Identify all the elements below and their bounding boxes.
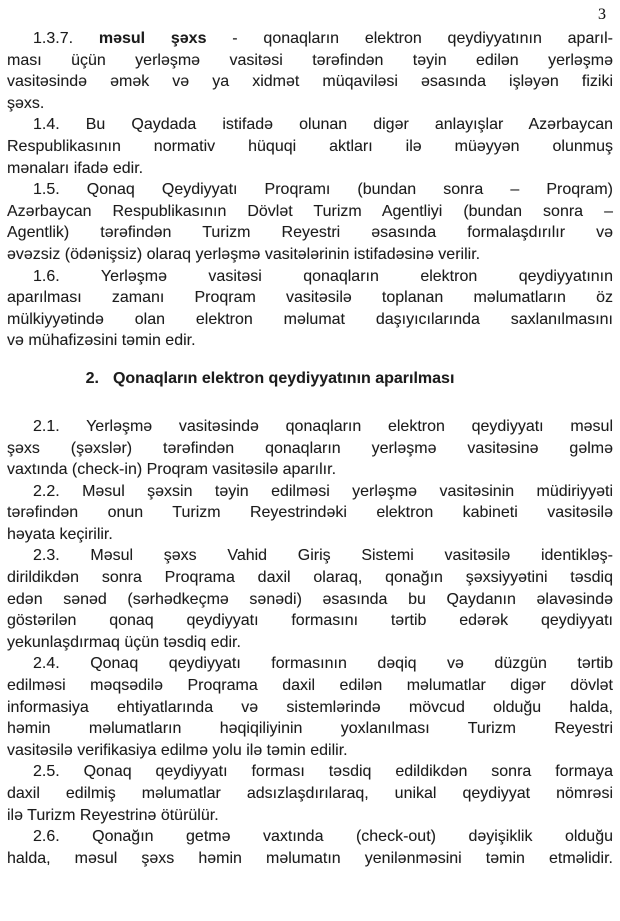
- text-line: 2.5. Qonaq qeydiyyatı forması təsdiq edildikdən sonra formaya: [33, 763, 613, 781]
- text-line: 1.6. Yerləşmə vasitəsi qonaqların elektron qeydiyyatının: [33, 267, 613, 285]
- text-line: 2.3. Məsul şəxs Vahid Giriş Sistemi vasitəsilə identikləş-: [33, 547, 613, 565]
- text-line: Agentlik) tərəfindən Turizm Reyestri əsasında formalaşdırılır və: [7, 224, 613, 242]
- paragraph-2-3: [7, 545, 613, 653]
- text-line: göstərilən qonaq qeydiyyatı formasını tərtib edərək qeydiyyatı: [7, 612, 613, 630]
- paragraph-2-2: [7, 481, 613, 546]
- section-2-heading: [0, 368, 573, 390]
- text-line: Respublikasının normativ hüquqi aktları ilə müəyyən olunmuş: [7, 137, 613, 155]
- paragraph-1-4: [7, 114, 613, 179]
- text-line: 2.1. Yerləşmə vasitəsində qonaqların elektron qeydiyyatı məsul: [33, 417, 613, 435]
- paragraph-1-3-7: [7, 28, 613, 114]
- paragraph-2-1: [7, 416, 613, 481]
- text-line: həmin məlumatların həqiqiliyinin yoxlanılması Turizm Reyestri: [7, 720, 613, 738]
- text-line: 2.4. Qonaq qeydiyyatı formasının dəqiq və düzgün tərtib: [33, 655, 613, 673]
- text-line: əvəzsiz (ödənişsiz) olaraq yerləşmə vasitələrinin istifadəsinə verilir.: [7, 245, 481, 263]
- text-line: daxil edilmiş məlumatlar adsızlaşdırılaraq, unikal qeydiyyat nömrəsi: [7, 785, 613, 802]
- text-line: və mühafizəsini təmin edir.: [7, 332, 196, 350]
- text-line: yekunlaşdırmaq üçün təsdiq edir.: [7, 633, 241, 651]
- text-line: tərəfindən onun Turizm Reyestrindəki elektron kabineti vasitəsilə: [7, 504, 613, 522]
- text-line: halda, məsul şəxs həmin məlumatın yenilənməsini təmin etməlidir.: [7, 849, 613, 867]
- text-line: edilməsi məqsədilə Proqrama daxil edilən məlumatlar digər dövlət: [7, 677, 613, 695]
- text-run: - qonaqların elektron qeydiyyatının aparıl-: [206, 30, 613, 47]
- text-line: ilə Turizm Reyestrinə ötürülür.: [7, 806, 219, 824]
- clause-number: 1.3.7.: [33, 30, 99, 47]
- text-line: vasitəsində əmək və ya xidmət müqaviləsi əsasında işləyən fiziki: [7, 73, 613, 91]
- text-line: ması üçün yerləşmə vasitəsi tərəfindən təyin edilən yerləşmə: [7, 51, 613, 69]
- text-line: mənaları ifadə edir.: [7, 159, 144, 177]
- text-line: mülkiyyətində olan elektron məlumat daşıyıcılarında saxlanılmasını: [7, 310, 613, 328]
- text-line: informasiya ehtiyatlarında və sistemlərində mövcud olduğu halda,: [7, 698, 613, 716]
- section-title: Qonaqların elektron qeydiyyatının aparılması: [112, 369, 455, 387]
- section-number: 2.: [85, 369, 99, 387]
- text-line: [7, 28, 613, 50]
- document-body: [7, 28, 613, 869]
- page-number: 3: [598, 6, 606, 23]
- paragraph-2-5: [7, 761, 613, 826]
- paragraph-2-4: [7, 653, 613, 761]
- text-line: aparılması zamanı Proqram vasitəsilə toplanan məlumatların öz: [7, 289, 613, 307]
- paragraph-2-6: [7, 826, 613, 869]
- text-line: 2.6. Qonağın getmə vaxtında (check-out) dəyişiklik olduğu: [33, 828, 613, 846]
- bold-term-mesul-sexs: məsul şəxs: [98, 30, 207, 47]
- text-line: şəxs (şəxslər) tərəfindən qonaqların yerləşmə vasitəsinə gəlmə: [7, 439, 613, 457]
- paragraph-1-5: [7, 179, 613, 265]
- text-line: 2.2. Məsul şəxsin təyin edilməsi yerləşmə vasitəsinin müdiriyyəti: [33, 482, 613, 500]
- text-line: Azərbaycan Respublikasının Dövlət Turizm Agentliyi (bundan sonra –: [7, 202, 613, 220]
- text-line: dirildikdən sonra Proqrama daxil olaraq, qonağın şəxsiyyətini təsdiq: [7, 569, 613, 587]
- text-line: vaxtında (check-in) Proqram vasitəsilə aparılır.: [7, 461, 337, 479]
- text-line: edən sənəd (sərhədkeçmə sənədi) əsasında bu Qaydanın əlavəsində: [7, 590, 613, 608]
- text-line: şəxs.: [7, 94, 45, 112]
- text-line: 1.4. Bu Qaydada istifadə olunan digər anlayışlar Azərbaycan: [33, 116, 613, 134]
- text-line: 1.5. Qonaq Qeydiyyatı Proqramı (bundan sonra – Proqram): [33, 181, 613, 199]
- text-line: vasitəsilə verifikasiya edilmə yolu ilə təmin edilir.: [7, 741, 348, 759]
- paragraph-1-6: [7, 266, 613, 352]
- text-line: həyata keçirilir.: [7, 525, 113, 543]
